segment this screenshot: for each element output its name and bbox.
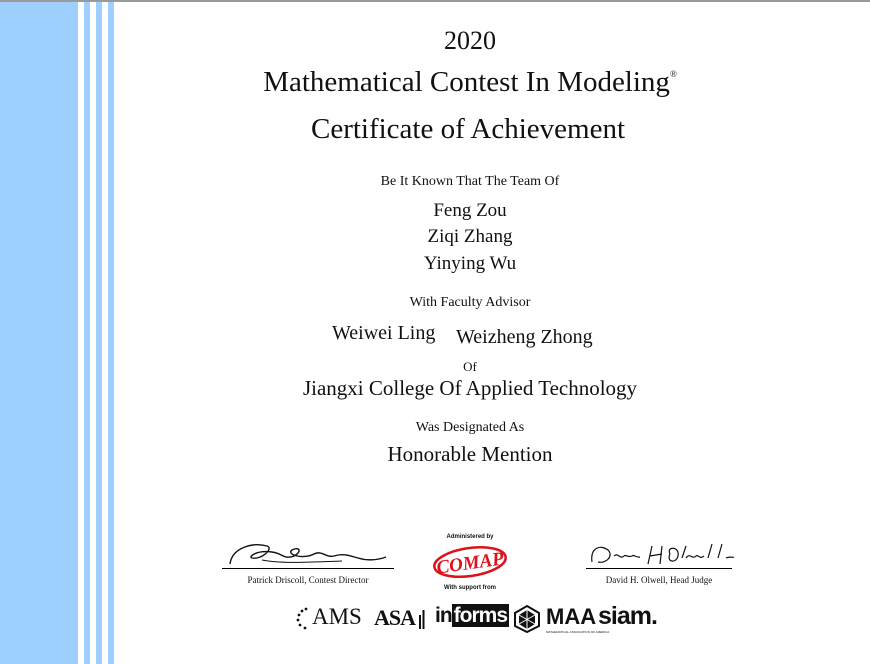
director-caption: Patrick Driscoll, Contest Director [247, 575, 369, 585]
advisor-name: Weizheng Zhong [456, 326, 593, 348]
support-label: With support from [444, 585, 496, 591]
contest-name [120, 66, 820, 99]
judge-signature-line [586, 568, 732, 569]
informs-logo-box: forms [453, 604, 508, 627]
asa-logo [374, 605, 415, 631]
maa-logo-subtitle: MATHEMATICAL ASSOCIATION OF AMERICA [546, 630, 610, 634]
administered-by-label: Administered by [446, 534, 494, 540]
certificate-title: Certificate of Achievement [310, 113, 626, 145]
judge-caption: David H. Olwell, Head Judge [605, 575, 713, 585]
comap-logo [430, 542, 510, 582]
of-label: Of [463, 359, 477, 374]
contest-name-text: Mathematical Contest In Modeling [263, 66, 670, 98]
team-member: Yinying Wu [423, 253, 517, 274]
advisors [0, 322, 870, 352]
ams-logo-text: AMS [312, 604, 362, 629]
director-signature-line [222, 568, 394, 569]
faculty-advisor-label: With Faculty Advisor [409, 295, 531, 310]
director-signature [222, 538, 392, 568]
designated-label: Was Designated As [415, 420, 525, 435]
informs-logo-prefix: in [435, 604, 452, 627]
advisor-name: Weiwei Ling [332, 322, 436, 344]
informs-logo [435, 604, 509, 628]
certificate-year: 2020 [444, 26, 496, 55]
asa-logo-text: ASA [374, 605, 416, 630]
be-known-label: Be It Known That The Team Of [380, 174, 560, 189]
team-member: Ziqi Zhang [427, 226, 513, 247]
siam-logo: siam. [598, 602, 657, 630]
award-designation: Honorable Mention [387, 442, 553, 466]
maa-logo-text: MAA [546, 604, 597, 629]
comap-logo-text: COMAP [435, 548, 506, 579]
institution-name: Jiangxi College Of Applied Technology [302, 376, 638, 400]
top-border [0, 0, 870, 2]
team-member: Feng Zou [433, 200, 507, 221]
registered-mark: ® [669, 69, 677, 79]
judge-signature [586, 540, 736, 568]
sponsor-logos [296, 602, 676, 636]
